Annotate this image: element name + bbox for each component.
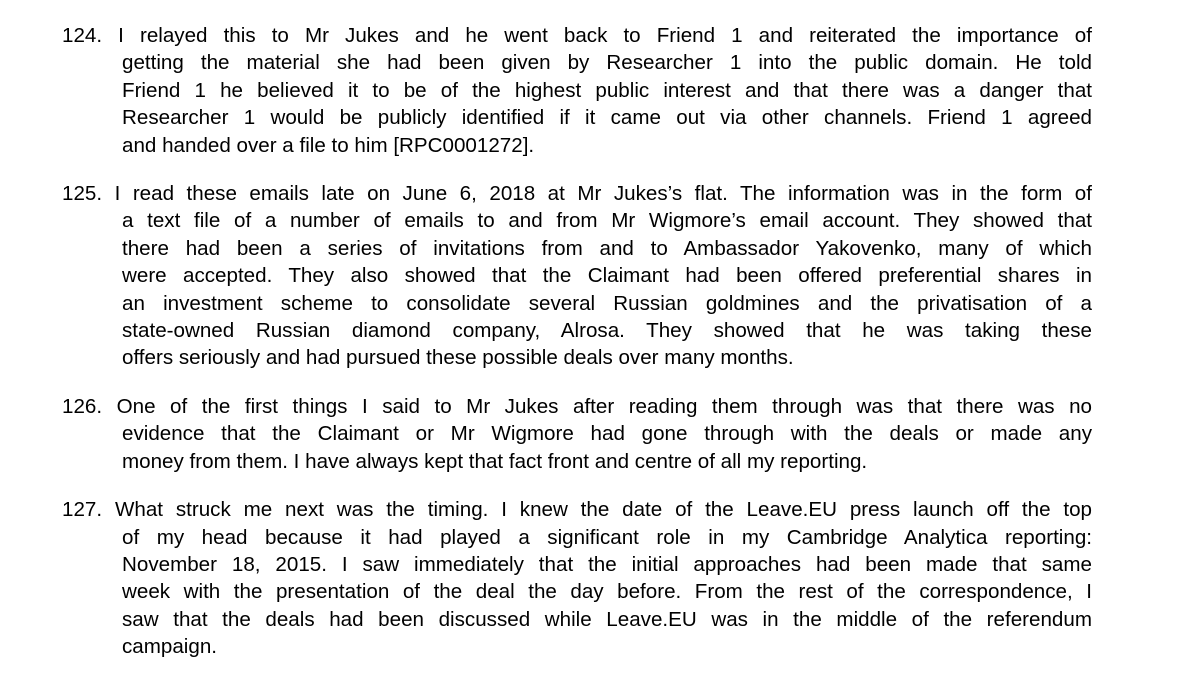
paragraph-line: there had been a series of invitations from and to Ambassador Yakovenko, many of which — [122, 236, 1092, 260]
paragraph-line — [62, 496, 1092, 523]
paragraph-line — [62, 393, 1092, 420]
paragraph-number: 124. — [62, 24, 103, 47]
paragraph-text: One of the first things I said to Mr Jukes after reading them through was that there was no — [116, 394, 1092, 418]
paragraph-number: 127. — [62, 498, 103, 522]
document-body — [62, 22, 1092, 682]
paragraph-126 — [62, 393, 1092, 475]
paragraph-line: state-owned Russian diamond company, Alrosa. They showed that he was taking these — [122, 319, 1092, 343]
paragraph-125 — [62, 180, 1092, 372]
paragraph-number: 126. — [62, 394, 103, 418]
paragraph-line: November 18, 2015. I saw immediately that the initial approaches had been made that same — [122, 552, 1092, 576]
paragraph-line — [62, 180, 1092, 207]
paragraph-line: a text file of a number of emails to and from Mr Wigmore’s email account. They showed that — [122, 209, 1092, 233]
paragraph-line: campaign. — [122, 635, 218, 659]
paragraph-line: week with the presentation of the deal the day before. From the rest of the correspondence, I — [122, 580, 1092, 604]
paragraph-line: Friend 1 he believed it to be of the highest public interest and that there was a danger that — [122, 78, 1092, 102]
paragraph-text: I read these emails late on June 6, 2018 at Mr Jukes’s flat. The information was in the form of — [114, 182, 1092, 206]
paragraph-text: What struck me next was the timing. I knew the date of the Leave.EU press launch off the top — [114, 498, 1092, 522]
paragraph-text: I relayed this to Mr Jukes and he went back to Friend 1 and reiterated the importance of — [118, 24, 1092, 47]
paragraph-line: Researcher 1 would be publicly identified if it came out via other channels. Friend 1 agreed — [122, 106, 1092, 130]
paragraph-line: money from them. I have always kept that fact front and centre of all my reporting. — [122, 449, 868, 473]
paragraph-line: and handed over a file to him [RPC0001272]. — [122, 133, 535, 157]
paragraph-line: getting the material she had been given by Researcher 1 into the public domain. He told — [122, 51, 1092, 75]
paragraph-line — [62, 22, 1092, 49]
paragraph-line: saw that the deals had been discussed while Leave.EU was in the middle of the referendum — [122, 607, 1092, 631]
paragraph-line: evidence that the Claimant or Mr Wigmore had gone through with the deals or made any — [122, 422, 1092, 446]
paragraph-127 — [62, 496, 1092, 660]
paragraph-line: an investment scheme to consolidate several Russian goldmines and the privatisation of a — [122, 291, 1092, 315]
paragraph-number: 125. — [62, 182, 103, 206]
paragraph-line: offers seriously and had pursued these possible deals over many months. — [122, 346, 794, 370]
paragraph-124 — [62, 22, 1092, 159]
paragraph-line: were accepted. They also showed that the Claimant had been offered preferential shares in — [122, 264, 1092, 288]
paragraph-line: of my head because it had played a significant role in my Cambridge Analytica reporting: — [122, 525, 1092, 549]
